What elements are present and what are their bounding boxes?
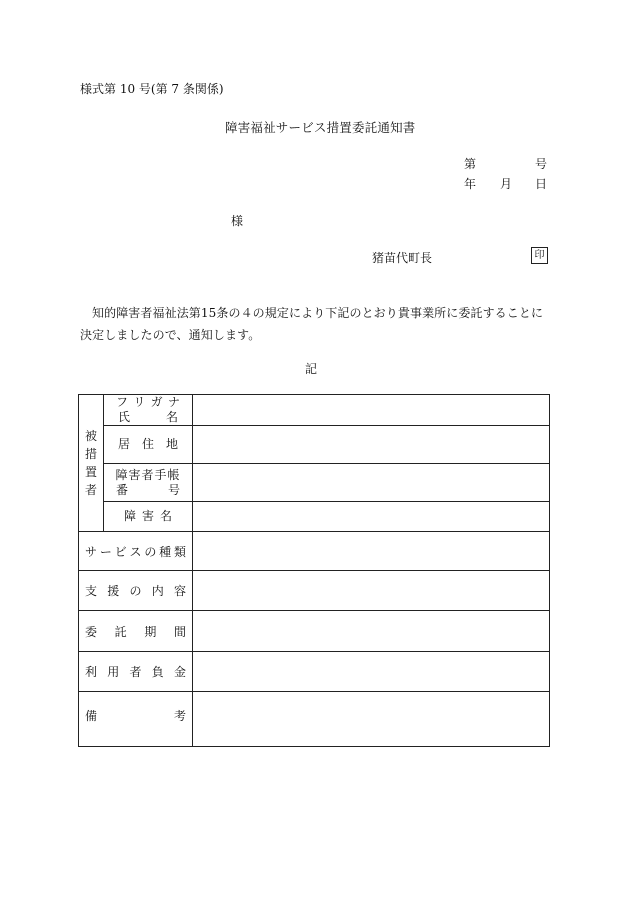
remarks-label	[79, 707, 192, 724]
remarks-field[interactable]	[193, 692, 550, 747]
residence-label	[104, 437, 192, 452]
label-char: 氏	[118, 410, 131, 424]
period-label	[79, 623, 192, 640]
label-char: 委	[85, 624, 98, 639]
date-month: 月	[500, 177, 513, 191]
label-char: 金	[173, 665, 186, 679]
table-row	[79, 426, 550, 464]
table-row	[79, 532, 550, 571]
label-char: 号	[167, 482, 180, 497]
label-char: 住	[141, 437, 154, 451]
label-char: ナ	[167, 395, 180, 409]
label-char: 類	[173, 544, 186, 559]
disability-name-field[interactable]	[193, 502, 550, 532]
handbook-label-line2	[104, 483, 192, 498]
label-char: 名	[165, 410, 178, 424]
label-char: フ	[116, 395, 129, 409]
label-char: ガ	[150, 395, 163, 409]
label-char: 間	[173, 624, 186, 639]
label-char: 期	[144, 624, 157, 639]
group-label-char: 者	[84, 483, 97, 497]
label-char: 備	[85, 708, 98, 723]
table-row	[79, 502, 550, 532]
label-char: 支	[85, 584, 98, 598]
table-row	[79, 464, 550, 502]
remarks-label-cell	[79, 692, 193, 747]
disability-label	[104, 509, 192, 524]
service-type-label-cell	[79, 532, 193, 571]
residence-field[interactable]	[193, 426, 550, 464]
label-char: サ	[85, 544, 98, 559]
table-row	[79, 571, 550, 611]
label-char: 居	[118, 437, 131, 451]
number-prefix: 第	[464, 157, 477, 171]
group-label-cell	[79, 395, 104, 532]
name-label	[104, 410, 192, 425]
table-row	[79, 692, 550, 747]
user-burden-label-cell	[79, 652, 193, 692]
user-burden-field[interactable]	[193, 652, 550, 692]
label-char: リ	[133, 395, 146, 409]
handbook-label-cell	[104, 464, 193, 502]
addressee-suffix: 様	[231, 214, 244, 228]
furigana-label	[104, 395, 192, 410]
label-char: 託	[114, 624, 127, 639]
form-number: 様式第 10 号(第 7 条関係)	[80, 82, 224, 96]
support-content-label	[79, 582, 192, 599]
ki-heading: 記	[305, 362, 318, 376]
label-char: 番	[116, 482, 129, 497]
number-suffix: 号	[535, 157, 548, 171]
name-field[interactable]	[193, 395, 550, 426]
group-label	[79, 429, 103, 497]
label-char: 者	[129, 665, 142, 679]
label-char: の	[129, 584, 142, 598]
period-label-cell	[79, 611, 193, 652]
label-char: ー	[99, 544, 112, 559]
label-char: 考	[173, 708, 186, 723]
service-type-field[interactable]	[193, 532, 550, 571]
group-label-char: 置	[84, 465, 97, 479]
label-char: 利	[85, 665, 98, 679]
label-char: 内	[151, 584, 164, 598]
disability-label-cell	[104, 502, 193, 532]
label-char: 用	[107, 665, 120, 679]
label-char: の	[144, 544, 157, 559]
support-content-label-cell	[79, 571, 193, 611]
issuer-name: 猪苗代町長	[372, 251, 433, 265]
details-table	[78, 394, 550, 747]
date-day: 日	[535, 177, 548, 191]
period-field[interactable]	[193, 611, 550, 652]
table-row	[79, 652, 550, 692]
label-char: 地	[165, 437, 178, 451]
group-label-char: 被	[84, 429, 97, 443]
date-year: 年	[464, 177, 477, 191]
label-char: 援	[107, 584, 120, 598]
residence-label-cell	[104, 426, 193, 464]
name-label-cell	[104, 395, 193, 426]
group-label-char: 措	[84, 447, 97, 461]
document-title: 障害福祉サービス措置委託通知書	[225, 120, 416, 135]
body-text: 知的障害者福祉法第15条の４の規定により下記のとおり貴事業所に委託することに決定しましたので、通知します。	[80, 306, 544, 342]
label-char: 種	[159, 544, 172, 559]
label-char: ス	[129, 544, 142, 559]
label-char: 名	[159, 509, 172, 523]
label-char: 容	[173, 584, 186, 598]
label-char: 負	[151, 665, 164, 679]
support-content-field[interactable]	[193, 571, 550, 611]
handbook-label-line1: 障害者手帳	[115, 467, 181, 482]
user-burden-label	[79, 663, 192, 680]
handbook-number-field[interactable]	[193, 464, 550, 502]
table-row	[79, 611, 550, 652]
seal-mark: 印	[531, 247, 548, 264]
service-type-label	[79, 543, 192, 560]
table-row	[79, 395, 550, 426]
label-char: 障	[124, 509, 137, 523]
label-char: ビ	[114, 544, 127, 559]
label-char: 害	[141, 509, 154, 523]
